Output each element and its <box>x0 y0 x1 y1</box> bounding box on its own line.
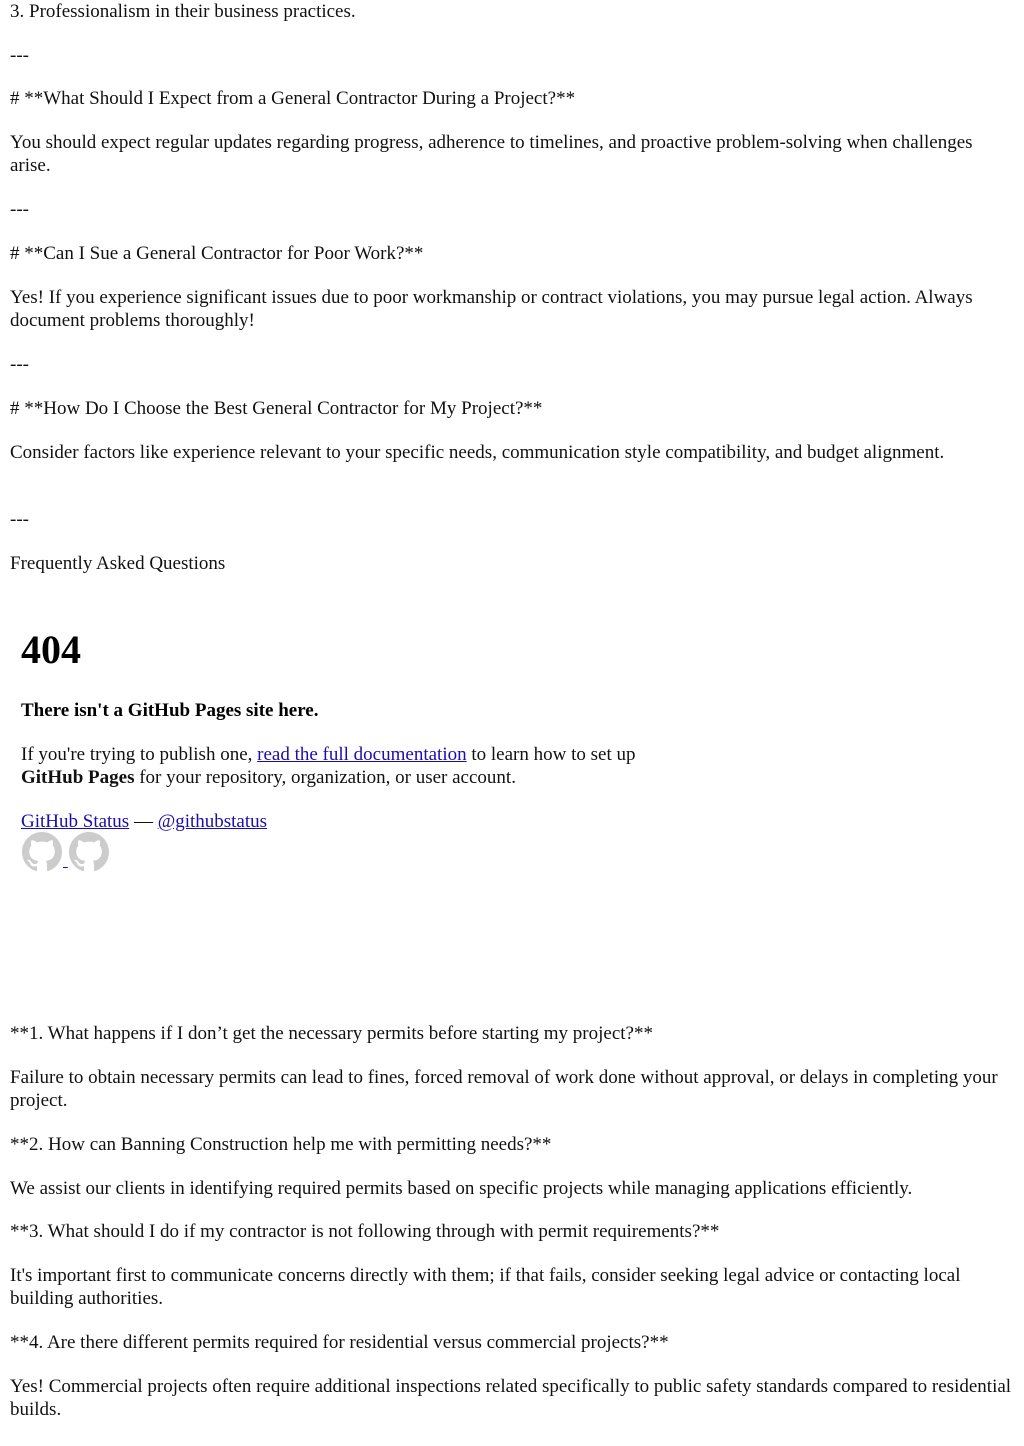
github-pages-bold: GitHub Pages <box>21 767 135 788</box>
faq-section-title: Frequently Asked Questions <box>10 553 226 574</box>
faq-divider: --- <box>10 509 29 530</box>
faq-divider: --- <box>10 199 29 220</box>
error-code: 404 <box>21 627 81 672</box>
faq-question: **3. What should I do if my contractor is not following through with permit requirements?** <box>10 1221 720 1242</box>
faq-answer: You should expect regular updates regarding progress, adherence to timelines, and proactive problem-solving when challenges arise. <box>10 132 973 176</box>
github-status-link[interactable]: GitHub Status <box>21 811 130 832</box>
octocat-icon <box>68 832 110 872</box>
faq-question: **2. How can Banning Construction help me with permitting needs?** <box>10 1134 552 1155</box>
github-home-link[interactable] <box>21 832 68 872</box>
error-description <box>21 743 721 789</box>
faq-heading: # **Can I Sue a General Contractor for Poor Work?** <box>10 243 424 264</box>
status-line <box>21 810 267 833</box>
faq-answer: It's important first to communicate concerns directly with them; if that fails, consider seeking legal advice or contacting local building authorities. <box>10 1265 961 1309</box>
github-logos <box>21 832 110 872</box>
faq-text: 3. Professionalism in their business practices. <box>10 1 356 22</box>
desc-before: If you're trying to publish one, <box>21 744 258 765</box>
error-title: There isn't a GitHub Pages site here. <box>21 700 319 721</box>
status-separator: — <box>129 811 158 832</box>
faq-divider: --- <box>10 354 29 375</box>
faq-answer: Yes! Commercial projects often require additional inspections related specifically to public safety standards compared to residential builds. <box>10 1376 1012 1420</box>
faq-answer: We assist our clients in identifying required permits based on specific projects while managing applications efficiently. <box>10 1178 913 1199</box>
faq-answer: Yes! If you experience significant issues due to poor workmanship or contract violations, you may pursue legal action. Always document problems thoroughly! <box>10 287 973 331</box>
githubstatus-twitter-link[interactable]: @githubstatus <box>157 811 268 832</box>
documentation-link[interactable]: read the full documentation <box>257 744 467 765</box>
faq-answer: Failure to obtain necessary permits can lead to fines, forced removal of work done without approval, or delays in completing your project. <box>10 1067 998 1111</box>
faq-question: **1. What happens if I don’t get the necessary permits before starting my project?** <box>10 1023 653 1044</box>
desc-end: for your repository, organization, or user account. <box>134 767 516 788</box>
desc-after: to learn how to set up <box>466 744 636 765</box>
faq-answer: Consider factors like experience relevant to your specific needs, communication style compatibility, and budget alignment. <box>10 442 945 463</box>
faq-divider: --- <box>10 45 29 66</box>
octocat-icon <box>21 832 63 872</box>
faq-heading: # **How Do I Choose the Best General Contractor for My Project?** <box>10 398 543 419</box>
faq-question: **4. Are there different permits required for residential versus commercial projects?** <box>10 1332 669 1353</box>
embedded-github-404-frame <box>10 598 1014 1018</box>
faq-heading: # **What Should I Expect from a General Contractor During a Project?** <box>10 88 576 109</box>
